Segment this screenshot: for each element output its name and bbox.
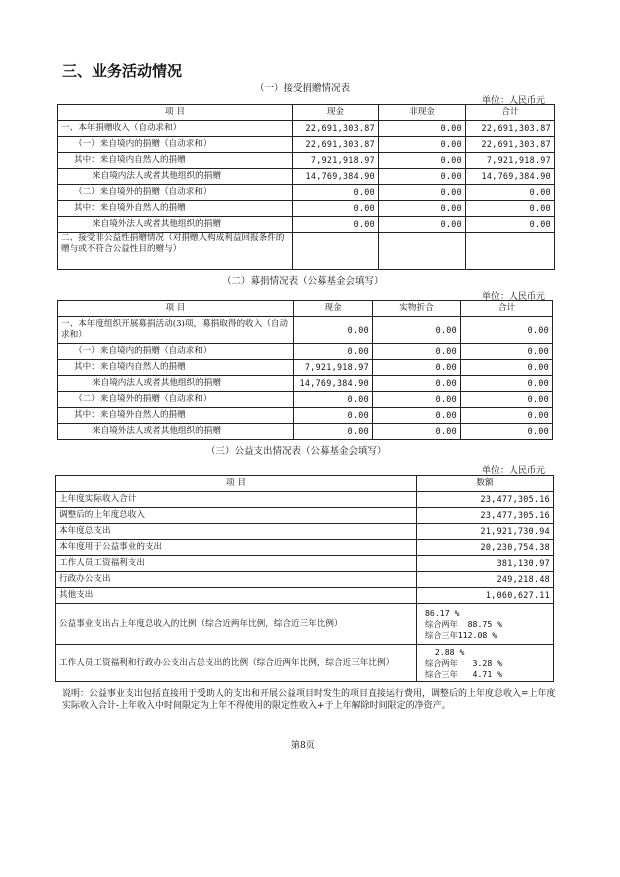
cash-value: 0.00 xyxy=(293,201,379,217)
inkind-value: 0.00 xyxy=(373,408,461,424)
row-label: 调整后的上年度总收入 xyxy=(56,508,417,524)
total-value: 0.00 xyxy=(466,201,555,217)
table3-unit: 单位：人民币元 xyxy=(482,466,546,476)
table-row xyxy=(58,169,555,185)
row-label: 工作人员工资福利和行政办公支出占总支出的比例（综合近两年比例，综合近三年比例） xyxy=(56,645,417,682)
table-row xyxy=(58,233,555,270)
ratio-line: 2.88 % xyxy=(425,646,465,657)
col-header-amount: 数额 xyxy=(417,476,554,492)
table-header-row xyxy=(56,476,554,492)
table1-caption: （一）接受捐赠情况表 xyxy=(255,83,351,94)
table1-unit: 单位：人民币元 xyxy=(482,96,546,106)
noncash-value: 0.00 xyxy=(379,137,466,153)
donation-table xyxy=(57,104,555,270)
inkind-value: 0.00 xyxy=(373,376,461,392)
col-header-item: 项 目 xyxy=(56,476,417,492)
fundraising-table xyxy=(57,300,553,440)
cash-value: 0.00 xyxy=(294,317,373,344)
row-label: 其他支出 xyxy=(56,588,417,604)
row-label: 公益事业支出占上年度总收入的比例（综合近两年比例，综合近三年比例） xyxy=(56,604,417,645)
table-row xyxy=(58,408,553,424)
total-value: 0.00 xyxy=(461,360,553,376)
total-value xyxy=(466,233,555,270)
total-value: 14,769,384.90 xyxy=(466,169,555,185)
page-number: 第8页 xyxy=(291,741,315,751)
noncash-value: 0.00 xyxy=(379,169,466,185)
inkind-value: 0.00 xyxy=(373,392,461,408)
table-row xyxy=(56,604,554,645)
table2-unit: 单位：人民币元 xyxy=(482,292,546,302)
row-label: （一）来自境内的捐赠（自动求和） xyxy=(58,344,294,360)
cash-value: 0.00 xyxy=(293,185,379,201)
col-header-cash: 现金 xyxy=(294,301,373,317)
table-row xyxy=(58,376,553,392)
table-row xyxy=(58,153,555,169)
total-value: 22,691,303.87 xyxy=(466,137,555,153)
table-row xyxy=(58,360,553,376)
table-row xyxy=(58,424,553,440)
total-value: 0.00 xyxy=(466,185,555,201)
section-heading: 三、业务活动情况 xyxy=(62,62,183,80)
total-value: 0.00 xyxy=(461,424,553,440)
inkind-value: 0.00 xyxy=(373,424,461,440)
row-label: 其中：来自境内自然人的捐赠 xyxy=(58,360,294,376)
table3-caption: （三）公益支出情况表（公募基金会填写） xyxy=(206,446,387,457)
table-row xyxy=(58,185,555,201)
ratio-line: 综合两年 3.28 % xyxy=(425,657,503,668)
inkind-value: 0.00 xyxy=(373,360,461,376)
table-row xyxy=(56,508,554,524)
amount-value: 23,477,305.16 xyxy=(417,492,554,508)
cash-value: 0.00 xyxy=(294,392,373,408)
row-label: 来自境外法人或者其他组织的捐赠 xyxy=(58,424,294,440)
col-header-cash: 现金 xyxy=(293,105,379,121)
row-label: 其中：来自境内自然人的捐赠 xyxy=(58,153,293,169)
noncash-value xyxy=(379,233,466,270)
public-welfare-expenditure-table xyxy=(55,475,554,682)
amount-value: 23,477,305.16 xyxy=(417,508,554,524)
row-label: 一、本年度组织开展募捐活动(3)项，募捐取得的收入（自动求和） xyxy=(58,317,294,344)
table-row xyxy=(56,645,554,682)
amount-value: 1,060,627.11 xyxy=(417,588,554,604)
table-row xyxy=(58,121,555,137)
total-value: 0.00 xyxy=(461,408,553,424)
col-header-inkind: 实物折合 xyxy=(373,301,461,317)
amount-value: 20,230,754.38 xyxy=(417,540,554,556)
ratio-cell xyxy=(417,645,554,682)
col-header-total: 合计 xyxy=(466,105,555,121)
col-header-item: 项 目 xyxy=(58,301,294,317)
ratio-line: 综合三年112.08 % xyxy=(425,629,498,640)
cash-value: 7,921,918.97 xyxy=(294,360,373,376)
cash-value: 0.00 xyxy=(294,424,373,440)
table-row xyxy=(58,317,553,344)
row-label: 来自境外法人或者其他组织的捐赠 xyxy=(58,217,293,233)
ratio-cell xyxy=(417,604,554,645)
row-label: 本年度用于公益事业的支出 xyxy=(56,540,417,556)
col-header-total: 合计 xyxy=(461,301,553,317)
cash-value: 14,769,384.90 xyxy=(294,376,373,392)
row-label: 上年度实际收入合计 xyxy=(56,492,417,508)
amount-value: 249,218.48 xyxy=(417,572,554,588)
cash-value: 0.00 xyxy=(293,217,379,233)
row-label: 来自境内法人或者其他组织的捐赠 xyxy=(58,169,293,185)
table-header-row xyxy=(58,301,553,317)
noncash-value: 0.00 xyxy=(379,185,466,201)
table-row xyxy=(56,540,554,556)
row-label: （二）来自境外的捐赠（自动求和） xyxy=(58,392,294,408)
table2-caption: （二）募捐情况表（公募基金会填写） xyxy=(222,276,384,287)
total-value: 22,691,303.87 xyxy=(466,121,555,137)
inkind-value: 0.00 xyxy=(373,344,461,360)
row-label: 其中：来自境外自然人的捐赠 xyxy=(58,201,293,217)
ratio-line: 综合三年 4.71 % xyxy=(425,668,503,679)
table-row xyxy=(58,137,555,153)
total-value: 0.00 xyxy=(461,344,553,360)
noncash-value: 0.00 xyxy=(379,217,466,233)
table-row xyxy=(58,392,553,408)
table-row xyxy=(56,556,554,572)
table-row xyxy=(56,524,554,540)
cash-value: 7,921,918.97 xyxy=(293,153,379,169)
table-row xyxy=(58,217,555,233)
table-row xyxy=(56,572,554,588)
cash-value: 14,769,384.90 xyxy=(293,169,379,185)
row-label: （二）来自境外的捐赠（自动求和） xyxy=(58,185,293,201)
row-label: 一、本年捐赠收入（自动求和） xyxy=(58,121,293,137)
amount-value: 381,130.97 xyxy=(417,556,554,572)
total-value: 0.00 xyxy=(461,317,553,344)
noncash-value: 0.00 xyxy=(379,201,466,217)
table-row xyxy=(56,588,554,604)
cash-value: 0.00 xyxy=(294,344,373,360)
row-label: （一）来自境内的捐赠（自动求和） xyxy=(58,137,293,153)
total-value: 7,921,918.97 xyxy=(466,153,555,169)
row-label: 工作人员工资福利支出 xyxy=(56,556,417,572)
ratio-line: 综合两年 88.75 % xyxy=(425,618,503,629)
row-label: 来自境内法人或者其他组织的捐赠 xyxy=(58,376,294,392)
row-label: 二、接受非公益性捐赠情况（对捐赠人构成利益回报条件的赠与或不符合公益性目的赠与） xyxy=(58,233,293,270)
table-header-row xyxy=(58,105,555,121)
ratio-line: 86.17 % xyxy=(425,607,460,618)
cash-value: 22,691,303.87 xyxy=(293,137,379,153)
cash-value: 0.00 xyxy=(294,408,373,424)
col-header-noncash: 非现金 xyxy=(379,105,466,121)
inkind-value: 0.00 xyxy=(373,317,461,344)
cash-value: 22,691,303.87 xyxy=(293,121,379,137)
amount-value: 21,921,730.94 xyxy=(417,524,554,540)
explanation-note: 说明：公益事业支出包括直接用于受助人的支出和开展公益项目时发生的项目直接运行费用，调整后的上年度总收入=上年度实际收入合计-上年收入中时间限定为上年不得使用的限定性收入+于上年解除时间限定的净资产。 xyxy=(62,689,556,711)
col-header-item: 项 目 xyxy=(58,105,293,121)
table-row xyxy=(58,344,553,360)
total-value: 0.00 xyxy=(461,392,553,408)
row-label: 行政办公支出 xyxy=(56,572,417,588)
row-label: 其中：来自境外自然人的捐赠 xyxy=(58,408,294,424)
total-value: 0.00 xyxy=(466,217,555,233)
table-row xyxy=(58,201,555,217)
table-row xyxy=(56,492,554,508)
noncash-value: 0.00 xyxy=(379,121,466,137)
cash-value xyxy=(293,233,379,270)
noncash-value: 0.00 xyxy=(379,153,466,169)
total-value: 0.00 xyxy=(461,376,553,392)
row-label: 本年度总支出 xyxy=(56,524,417,540)
